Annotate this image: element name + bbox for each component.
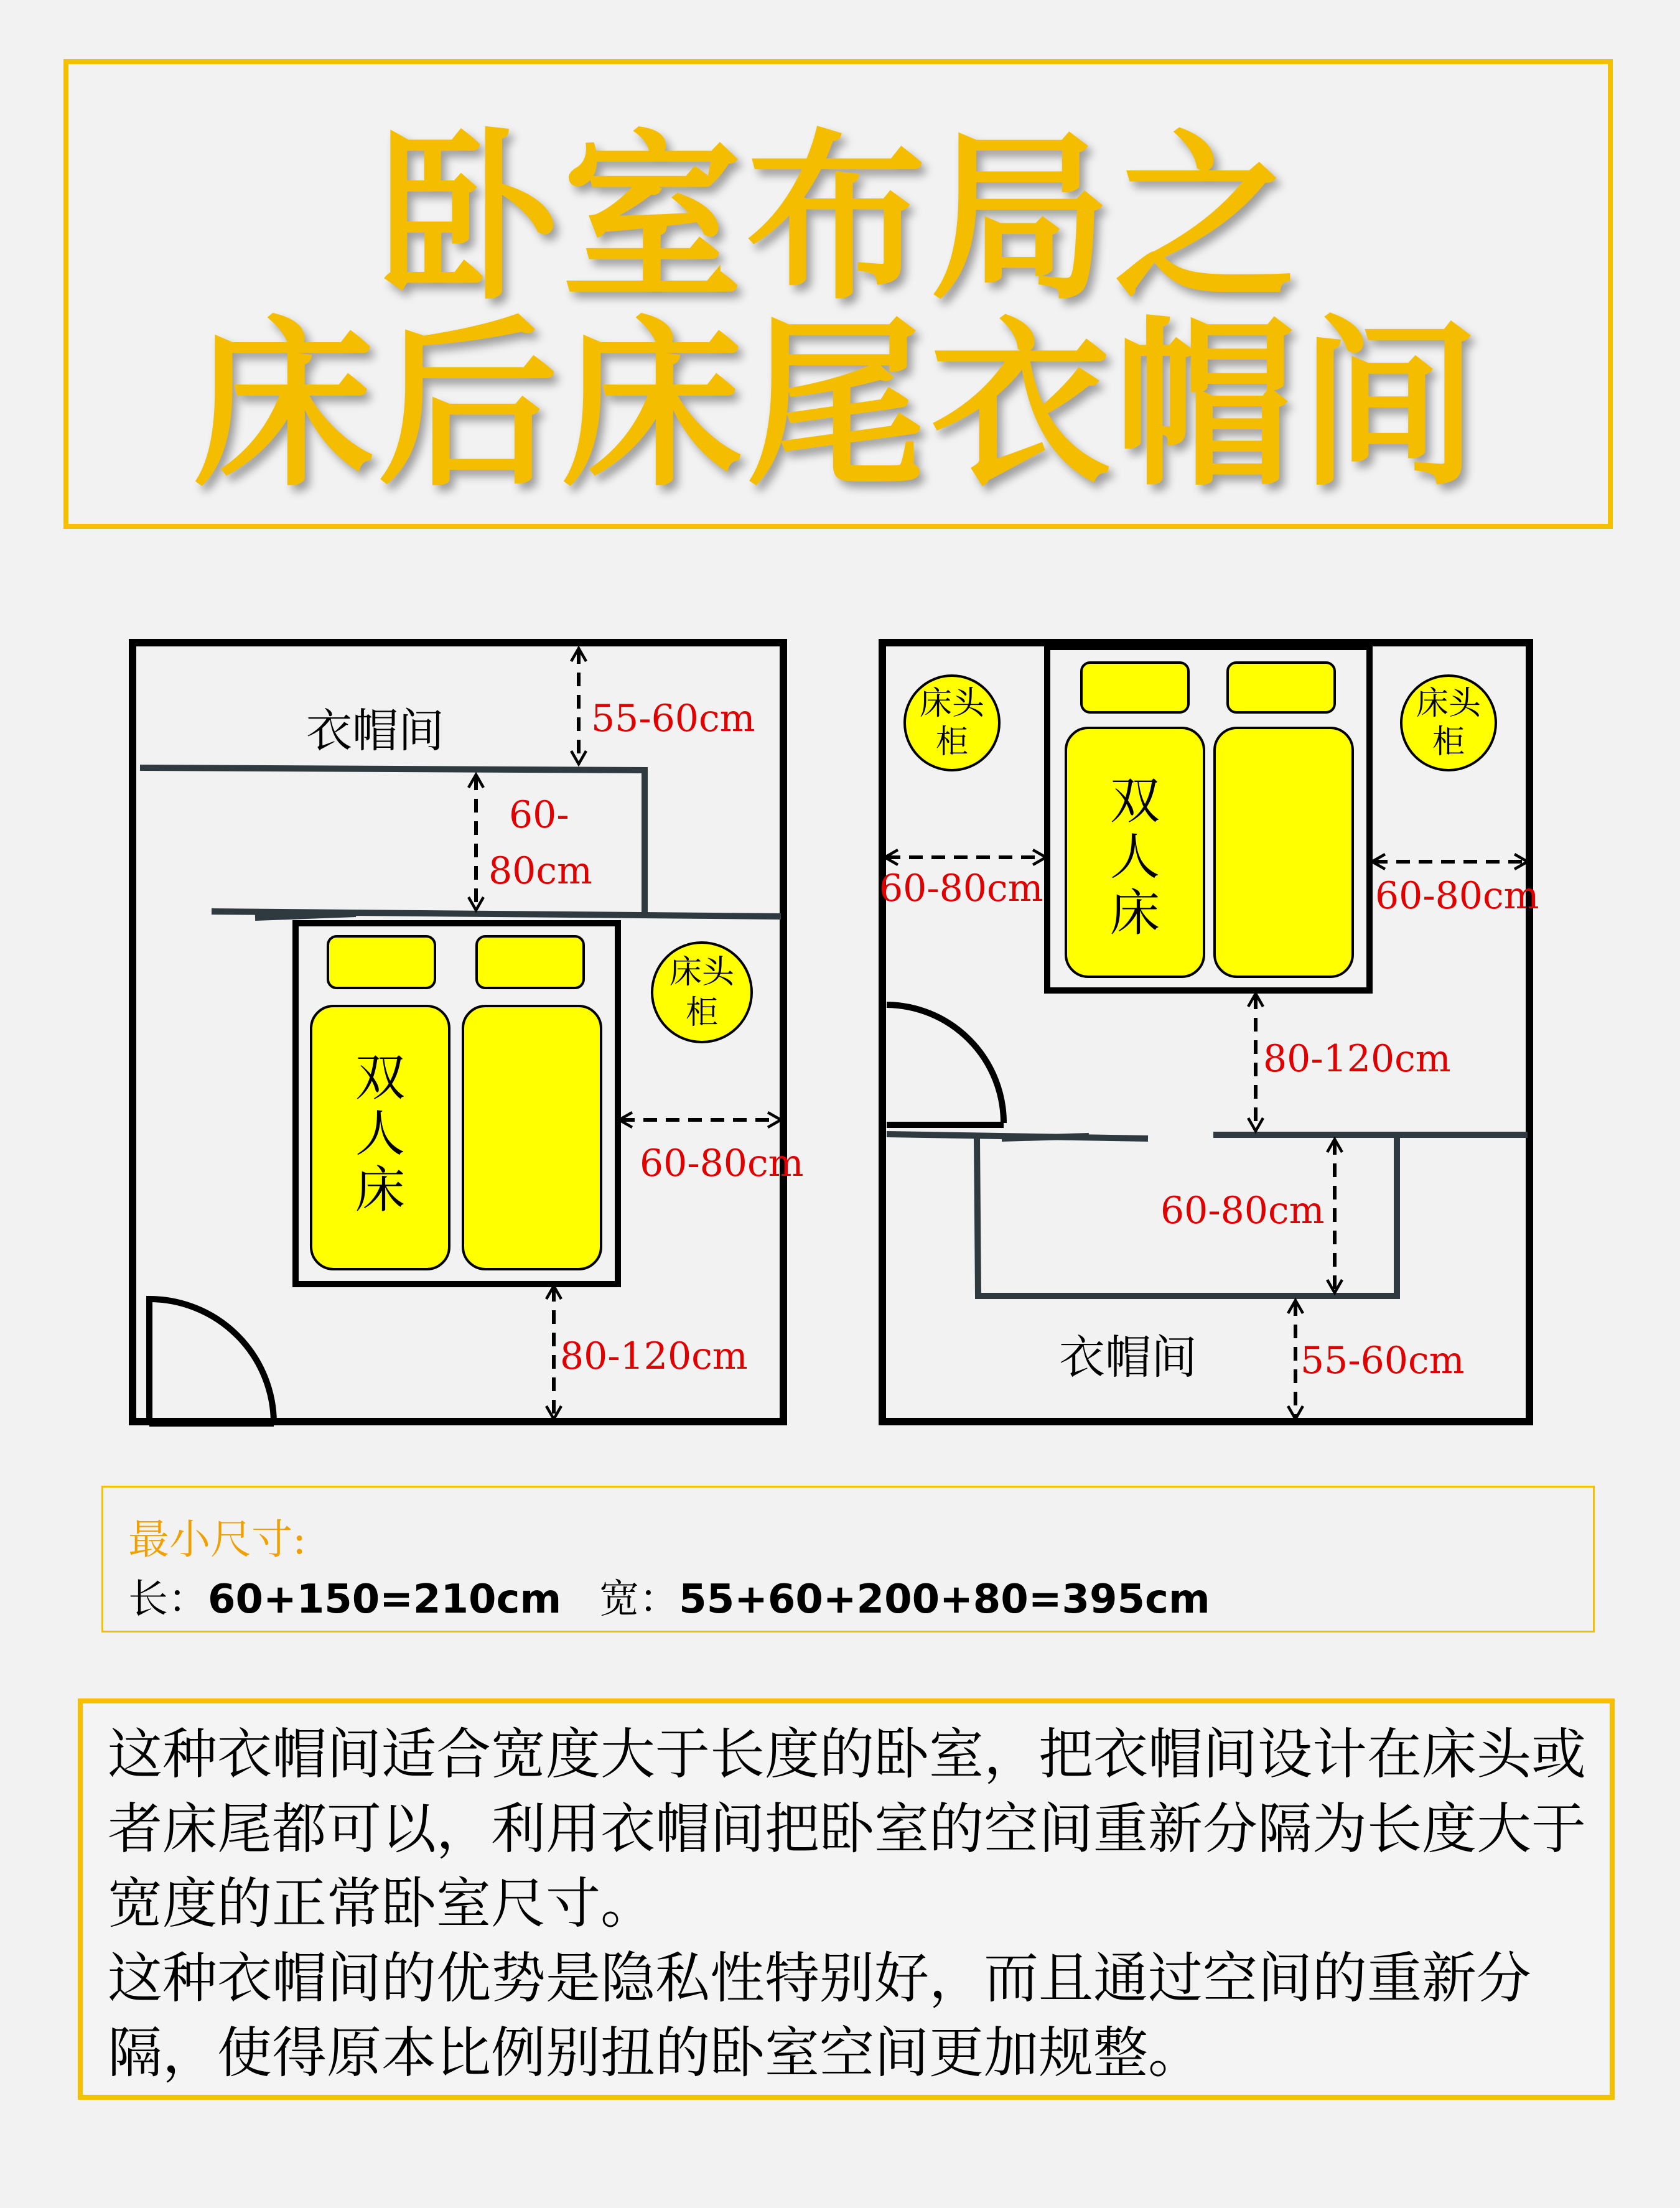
left-dim-foot: 80-120cm xyxy=(560,1335,748,1378)
width-label: 宽： xyxy=(599,1577,679,1623)
left-bed xyxy=(296,923,618,1284)
right-bed-label-3: 床 xyxy=(1110,884,1160,942)
right-nightstand-right xyxy=(1401,676,1496,770)
width-value: 55+60+200+80=395cm xyxy=(679,1577,1210,1623)
svg-text:床头: 床头 xyxy=(919,685,985,722)
left-bed-label-1: 双 xyxy=(355,1049,405,1107)
left-door xyxy=(149,1299,274,1423)
left-bed-label-2: 人 xyxy=(355,1105,405,1163)
right-dim-bottom: 55-60cm xyxy=(1300,1339,1465,1382)
description-box xyxy=(78,1698,1615,2100)
right-sliding-door xyxy=(1002,1136,1089,1139)
right-dim-closet: 60-80cm xyxy=(1160,1189,1325,1232)
right-nightstand-left xyxy=(905,676,999,770)
min-size-box xyxy=(101,1486,1595,1633)
title-line-2: 床后床尾衣帽间 xyxy=(194,301,1483,511)
right-plan xyxy=(879,643,1539,1422)
title-line-1: 卧室布局之 xyxy=(378,114,1299,324)
right-dim-foot: 80-120cm xyxy=(1263,1037,1451,1081)
description-para-1: 这种衣帽间适合宽度大于长度的卧室，把衣帽间设计在床头或者床尾都可以，利用衣帽间把卧室的空间重新分隔为长度大于宽度的正常卧室尺寸。 xyxy=(108,1722,1587,1935)
description-para-2: 这种衣帽间的优势是隐私性特别好，而且通过空间的重新分隔，使得原本比例别扭的卧室空间更加规整。 xyxy=(108,1946,1532,2085)
length-label: 长： xyxy=(128,1577,208,1623)
min-size-title: 最小尺寸: xyxy=(128,1516,307,1563)
right-closet-label: 衣帽间 xyxy=(1059,1331,1197,1384)
right-dim-left: 60-80cm xyxy=(879,867,1043,910)
left-plan xyxy=(133,643,803,1423)
svg-text:床头: 床头 xyxy=(1416,685,1482,722)
left-nightstand xyxy=(652,943,752,1042)
svg-text:柜: 柜 xyxy=(935,724,969,761)
description-text xyxy=(108,1717,1595,2090)
left-bed-label-3: 床 xyxy=(355,1161,405,1219)
left-closet-label: 衣帽间 xyxy=(306,704,444,758)
right-dim-right: 60-80cm xyxy=(1375,874,1539,918)
right-door xyxy=(887,1005,1004,1125)
svg-text:床头: 床头 xyxy=(669,954,735,991)
left-dim-closet-b: 80cm xyxy=(488,849,592,893)
right-bed-label-2: 人 xyxy=(1110,828,1160,886)
left-dim-closet-a: 60- xyxy=(509,793,569,837)
right-bed-label-1: 双 xyxy=(1110,772,1160,830)
left-dim-top: 55-60cm xyxy=(591,697,755,740)
length-value: 60+150=210cm xyxy=(208,1577,562,1623)
svg-text:柜: 柜 xyxy=(1432,724,1465,761)
right-bed xyxy=(1047,647,1370,990)
left-sliding-door xyxy=(255,914,356,918)
svg-text:柜: 柜 xyxy=(685,994,719,1032)
min-size-line xyxy=(128,1567,1210,1624)
left-dim-side: 60-80cm xyxy=(640,1142,804,1185)
